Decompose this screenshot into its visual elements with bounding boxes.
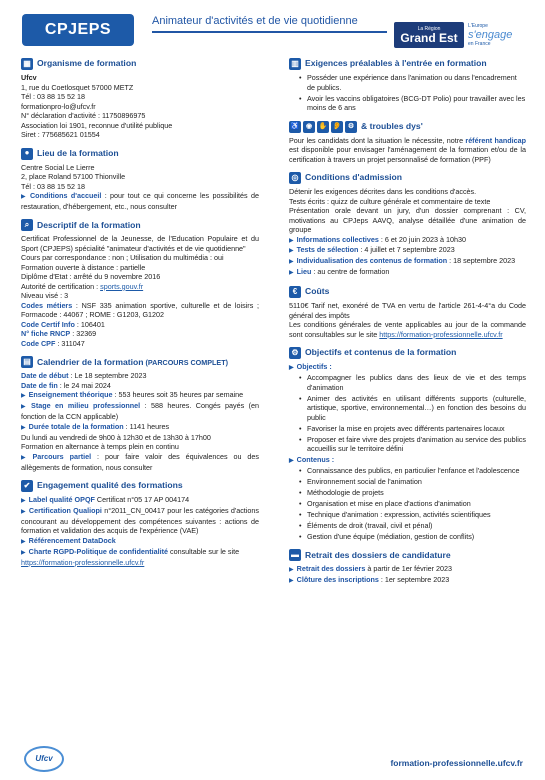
retrait-r1 bbox=[289, 564, 526, 575]
gear-icon: ⚙ bbox=[289, 347, 301, 359]
ufcv-logo: Ufcv bbox=[24, 746, 64, 772]
lieu-tel: Tél : 03 88 15 52 18 bbox=[21, 181, 85, 191]
region-logo-big: Grand Est bbox=[400, 31, 458, 46]
organisme-name: Ufcv bbox=[21, 73, 37, 82]
section-handicap bbox=[289, 121, 526, 165]
descriptif-certif bbox=[21, 320, 259, 330]
region-logo-small: La Région bbox=[417, 25, 441, 32]
enseignement-label: Enseignement théorique bbox=[28, 390, 113, 400]
debut-label: Date de début bbox=[21, 371, 69, 381]
info-text: : 6 et 20 juin 2023 à 10h30 bbox=[378, 234, 467, 244]
section-title bbox=[21, 219, 259, 231]
calendrier-enseignement bbox=[21, 390, 259, 401]
section-title bbox=[289, 172, 526, 184]
descriptif-p2: Cours par correspondance : non ; Utilisation du multimédia : oui bbox=[21, 253, 224, 263]
page-header bbox=[0, 0, 545, 52]
cognitive-icon: ⚙ bbox=[345, 121, 357, 133]
brand-title: CPJEPS bbox=[22, 14, 134, 46]
section-title bbox=[21, 58, 259, 70]
descriptif-title: Descriptif de la formation bbox=[37, 219, 141, 230]
hearing-icon: 👂 bbox=[331, 121, 343, 133]
section-descriptif bbox=[21, 219, 259, 348]
parcours-text: : pour faire valoir des équivalences ou des allègements de formation, nous consulter bbox=[21, 451, 259, 472]
list-item: • Environnement social de l'animation bbox=[299, 477, 526, 487]
section-title bbox=[21, 148, 259, 160]
building-icon: ▦ bbox=[21, 58, 33, 70]
certification-authority-label: Autorité de certification : bbox=[21, 281, 101, 291]
handicap-referent: référent handicap bbox=[465, 135, 526, 145]
list-item: • Favoriser la mise en projets avec différents partenaires locaux bbox=[299, 424, 526, 434]
rgpd-label: Charte RGPD-Politique de confidentialité bbox=[28, 546, 168, 556]
calendrier-title-main: Calendrier de la formation bbox=[37, 356, 144, 367]
section-retrait bbox=[289, 549, 526, 586]
parcours-label: Parcours partiel bbox=[32, 451, 92, 461]
lieu-title: Lieu de la formation bbox=[37, 147, 119, 158]
cloture-text: : 1er septembre 2023 bbox=[378, 575, 450, 585]
lieu-conditions-label: Conditions d'accueil bbox=[29, 191, 102, 200]
engagement-l2 bbox=[21, 506, 259, 536]
info-label: Informations collectives bbox=[296, 234, 379, 244]
couts-p1: 5110€ Tarif net, exonéré de TVA en vertu de l'article 261-4-4°a du Code général des impôts bbox=[289, 301, 526, 320]
stage-text: : 588 heures. Congés payés (en fonction de la CCN applicable) bbox=[21, 401, 259, 422]
descriptif-p6: Niveau visé : 3 bbox=[21, 291, 69, 301]
engagement-l3 bbox=[21, 536, 259, 547]
visual-impairment-icon: ◉ bbox=[303, 121, 315, 133]
opqf-text: Certificat n°05 17 AP 004174 bbox=[94, 495, 190, 505]
calendar-icon: ▤ bbox=[21, 356, 33, 368]
contenus-list bbox=[289, 466, 526, 542]
duree-text: : 1141 heures bbox=[123, 421, 170, 431]
lieu-text: : au centre de formation bbox=[311, 267, 390, 277]
datadock-label: Référencement DataDock bbox=[28, 535, 116, 545]
right-column bbox=[289, 58, 526, 594]
qualiopi-label: Certification Qualiopi bbox=[28, 505, 102, 515]
indiv-text: : 18 septembre 2023 bbox=[447, 256, 516, 266]
lieu-address: 2, place Roland 57100 Thionville bbox=[21, 172, 126, 181]
calendrier-parcours bbox=[21, 452, 259, 472]
calendrier-duree bbox=[21, 422, 259, 433]
wheelchair-icon: ♿ bbox=[289, 121, 301, 133]
calendrier-title-small: (PARCOURS COMPLET) bbox=[143, 357, 229, 367]
indiv-label: Individualisation des contenus de formation bbox=[296, 256, 448, 266]
admission-p3: Présentation orale devant un jury, d'un dossier comprenant : CV, motivations au CPJeps AAVQ, analyse détaillée d'une animation de groupe bbox=[289, 206, 526, 234]
list-item: • Gestion d'une équipe (médiation, gestion de conflits) bbox=[299, 532, 526, 542]
admission-indiv bbox=[289, 256, 526, 267]
certification-authority-link[interactable]: sports.gouv.fr bbox=[100, 281, 144, 291]
descriptif-codes bbox=[21, 301, 259, 320]
europe-logo-big: s'engage bbox=[468, 28, 513, 41]
accessibility-icons bbox=[289, 121, 357, 133]
codes-text: : NSF 335 animation sportive, culturelle et de loisirs ; Formacode : 44067 ; ROME : G1203, G1202 bbox=[21, 300, 259, 320]
list-item: • Éléments de droit (travail, civil et pénal) bbox=[299, 521, 526, 531]
coins-icon: € bbox=[289, 286, 301, 298]
descriptif-p4: Diplôme d'Etat : arrêté du 9 novembre 2016 bbox=[21, 272, 161, 282]
section-calendrier bbox=[21, 356, 259, 472]
admission-tests bbox=[289, 245, 526, 256]
rgpd-link[interactable]: https://formation-professionnelle.ufcv.fr bbox=[21, 557, 145, 567]
europe-logo bbox=[468, 22, 526, 48]
section-lieu bbox=[21, 148, 259, 212]
region-grand-est-logo bbox=[394, 22, 464, 48]
list-item: • Technique d'animation : expression, activités scientifiques bbox=[299, 510, 526, 520]
descriptif-p1: Certificat Professionnel de la Jeunesse, de l'Education Populaire et du Sport (CPJEPS) spécialité "animateur d'activités et de vie quotidienne" bbox=[21, 234, 259, 253]
section-title bbox=[289, 286, 526, 298]
handicap-title: & troubles dys' bbox=[361, 120, 423, 131]
organisme-title: Organisme de formation bbox=[37, 58, 137, 69]
enseignement-text: : 553 heures soit 35 heures par semaine bbox=[112, 390, 244, 400]
section-exigences bbox=[289, 58, 526, 113]
tagline-rule bbox=[152, 31, 387, 33]
codes-label: Codes métiers bbox=[21, 300, 73, 310]
map-pin-icon: ● bbox=[21, 148, 33, 160]
lieu-name: Centre Social Le Lierre bbox=[21, 162, 95, 172]
couts-link[interactable]: https://formation-professionnelle.ufcv.fr bbox=[379, 329, 503, 339]
descriptif-p3: Formation ouverte à distance : partielle bbox=[21, 262, 146, 272]
europe-logo-sub: en France bbox=[468, 40, 491, 47]
rncp-label: N° fiche RNCP bbox=[21, 329, 71, 339]
admission-title: Conditions d'admission bbox=[305, 172, 403, 183]
exigences-title: Exigences préalables à l'entrée en formation bbox=[305, 58, 487, 69]
handicap-text bbox=[289, 136, 526, 165]
document-icon: ▥ bbox=[289, 58, 301, 70]
qualiopi-text: n°2011_CN_00417 pour les catégories d'actions concourant au développement des compétences suivantes : actions de formation et validation des acquis de l'expérience (VAE) bbox=[21, 505, 259, 536]
couts-p2-text: Les conditions générales de vente applicables au jour de la commande sont consultables sur le site bbox=[289, 320, 526, 339]
retrait-r2 bbox=[289, 575, 526, 586]
calendrier-horaires: Du lundi au vendredi de 9h00 à 12h30 et de 13h30 à 17h00 bbox=[21, 432, 211, 442]
list-item: • Proposer et faire vivre des projets d'animation au service des publics accueillis sur le territoire défini bbox=[299, 435, 526, 454]
list-item: • Posséder une expérience dans l'animation ou dans l'encadrement de publics. bbox=[299, 73, 526, 92]
objectifs-title: Objectifs et contenus de la formation bbox=[305, 347, 457, 358]
objectifs-label: ▶ Objectifs : bbox=[289, 362, 526, 373]
footer-url[interactable]: formation-professionnelle.ufcv.fr bbox=[390, 758, 523, 768]
organisme-tel: Tél : 03 88 15 52 18 bbox=[21, 92, 85, 101]
duree-label: Durée totale de la formation bbox=[28, 421, 124, 431]
section-title bbox=[289, 58, 526, 70]
section-couts bbox=[289, 286, 526, 339]
folder-icon: ▬ bbox=[289, 549, 301, 561]
list-item: • Connaissance des publics, en particulier l'enfance et l'adolescence bbox=[299, 466, 526, 476]
section-organisme bbox=[21, 58, 259, 140]
engagement-l1 bbox=[21, 495, 259, 506]
handicap-text-pre: Pour les candidats dont la situation le nécessite, notre bbox=[289, 135, 466, 145]
engagement-title: Engagement qualité des formations bbox=[37, 480, 183, 491]
organisme-address: 1, rue du Coetlosquet 57000 METZ bbox=[21, 82, 134, 92]
section-engagement bbox=[21, 480, 259, 567]
debut-text: : Le 18 septembre 2023 bbox=[68, 371, 147, 381]
tests-text: : 4 juillet et 7 septembre 2023 bbox=[358, 245, 455, 255]
objectifs-list bbox=[289, 373, 526, 454]
organisme-email: formationpro-lo@ufcv.fr bbox=[21, 101, 96, 111]
section-title bbox=[289, 549, 526, 561]
descriptif-cpf bbox=[21, 339, 259, 349]
lieu-conditions bbox=[21, 191, 259, 211]
admission-lieu bbox=[289, 267, 526, 278]
cpf-label: Code CPF bbox=[21, 338, 56, 348]
rncp-text: : 32369 bbox=[70, 329, 97, 339]
handicap-text-post: est disponible pour envisager l'aménagement de la formation et/ou de la certification à travers un projet personnalisé de formation (PPF) bbox=[289, 145, 526, 164]
list-item: • Accompagner les publics dans des lieux de vie et des temps d'animation bbox=[299, 373, 526, 392]
admission-info bbox=[289, 235, 526, 246]
organisme-declaration: N° déclaration d'activité : 11750896975 bbox=[21, 111, 146, 120]
calendrier-alternance: Formation en alternance à temps plein en continu bbox=[21, 442, 179, 452]
couts-title: Coûts bbox=[305, 286, 330, 297]
lieu-conditions-text: : pour tout ce qui concerne les possibilités de restauration, d'hébergement, etc., nous consulter bbox=[21, 191, 259, 211]
section-title bbox=[21, 480, 259, 492]
admission-p1: Détenir les exigences décrites dans les conditions d'accès. bbox=[289, 187, 477, 196]
stage-label: Stage en milieu professionnel bbox=[31, 401, 141, 411]
retrait-title: Retrait des dossiers de candidature bbox=[305, 549, 451, 560]
calendrier-fin bbox=[21, 381, 259, 391]
list-item: • Animer des activités en utilisant différents supports (culturelle, artistique, sportive, environnemental…) en fonction des besoins du public bbox=[299, 394, 526, 423]
certif-text: : 106401 bbox=[74, 319, 105, 329]
retrait-label: Retrait des dossiers bbox=[296, 564, 366, 574]
target-icon: ◎ bbox=[289, 172, 301, 184]
magnifier-icon: ⌕ bbox=[21, 219, 33, 231]
calendrier-debut bbox=[21, 371, 259, 381]
list-item: • Avoir les vaccins obligatoires (BCG-DT Polio) pour travailler avec les moins de 6 ans bbox=[299, 94, 526, 113]
descriptif-rncp bbox=[21, 329, 259, 339]
europe-logo-small: L'Europe bbox=[468, 22, 488, 29]
lieu-label: Lieu bbox=[296, 267, 312, 277]
engagement-l4 bbox=[21, 547, 259, 567]
fin-label: Date de fin bbox=[21, 380, 58, 390]
calendrier-stage bbox=[21, 401, 259, 421]
page-tagline: Animateur d'activités et de vie quotidienne bbox=[152, 15, 358, 27]
couts-p2 bbox=[289, 320, 526, 339]
left-column bbox=[21, 58, 259, 575]
fin-text: : le 24 mai 2024 bbox=[57, 380, 111, 390]
section-admission bbox=[289, 172, 526, 278]
list-item: • Méthodologie de projets bbox=[299, 488, 526, 498]
rgpd-text: consultable sur le site bbox=[168, 546, 240, 556]
thumbs-up-icon: ✔ bbox=[21, 480, 33, 492]
contenus-label: ▶ Contenus : bbox=[289, 455, 526, 466]
descriptif-p5 bbox=[21, 282, 259, 292]
list-item: • Organisation et mise en place d'actions d'animation bbox=[299, 499, 526, 509]
opqf-label: Label qualité OPQF bbox=[28, 495, 95, 505]
cloture-label: Clôture des inscriptions bbox=[296, 575, 379, 585]
organisme-siret: Siret : 775685621 01554 bbox=[21, 130, 100, 139]
section-title bbox=[21, 356, 259, 368]
admission-p2: Tests écrits : quizz de culture générale et commentaire de texte bbox=[289, 196, 491, 206]
section-title bbox=[289, 347, 526, 359]
page-footer bbox=[0, 738, 545, 780]
certif-label: Code Certif Info bbox=[21, 319, 75, 329]
sign-language-icon: ✋ bbox=[317, 121, 329, 133]
retrait-text: à partir de 1er février 2023 bbox=[365, 564, 453, 574]
calendrier-title bbox=[37, 357, 228, 368]
cpf-text: : 311047 bbox=[55, 338, 85, 348]
section-objectifs bbox=[289, 347, 526, 541]
tests-label: Tests de sélection bbox=[296, 245, 359, 255]
exigences-list bbox=[289, 73, 526, 113]
section-title bbox=[289, 121, 526, 133]
organisme-association: Association loi 1901, reconnue d'utilité publique bbox=[21, 120, 173, 130]
